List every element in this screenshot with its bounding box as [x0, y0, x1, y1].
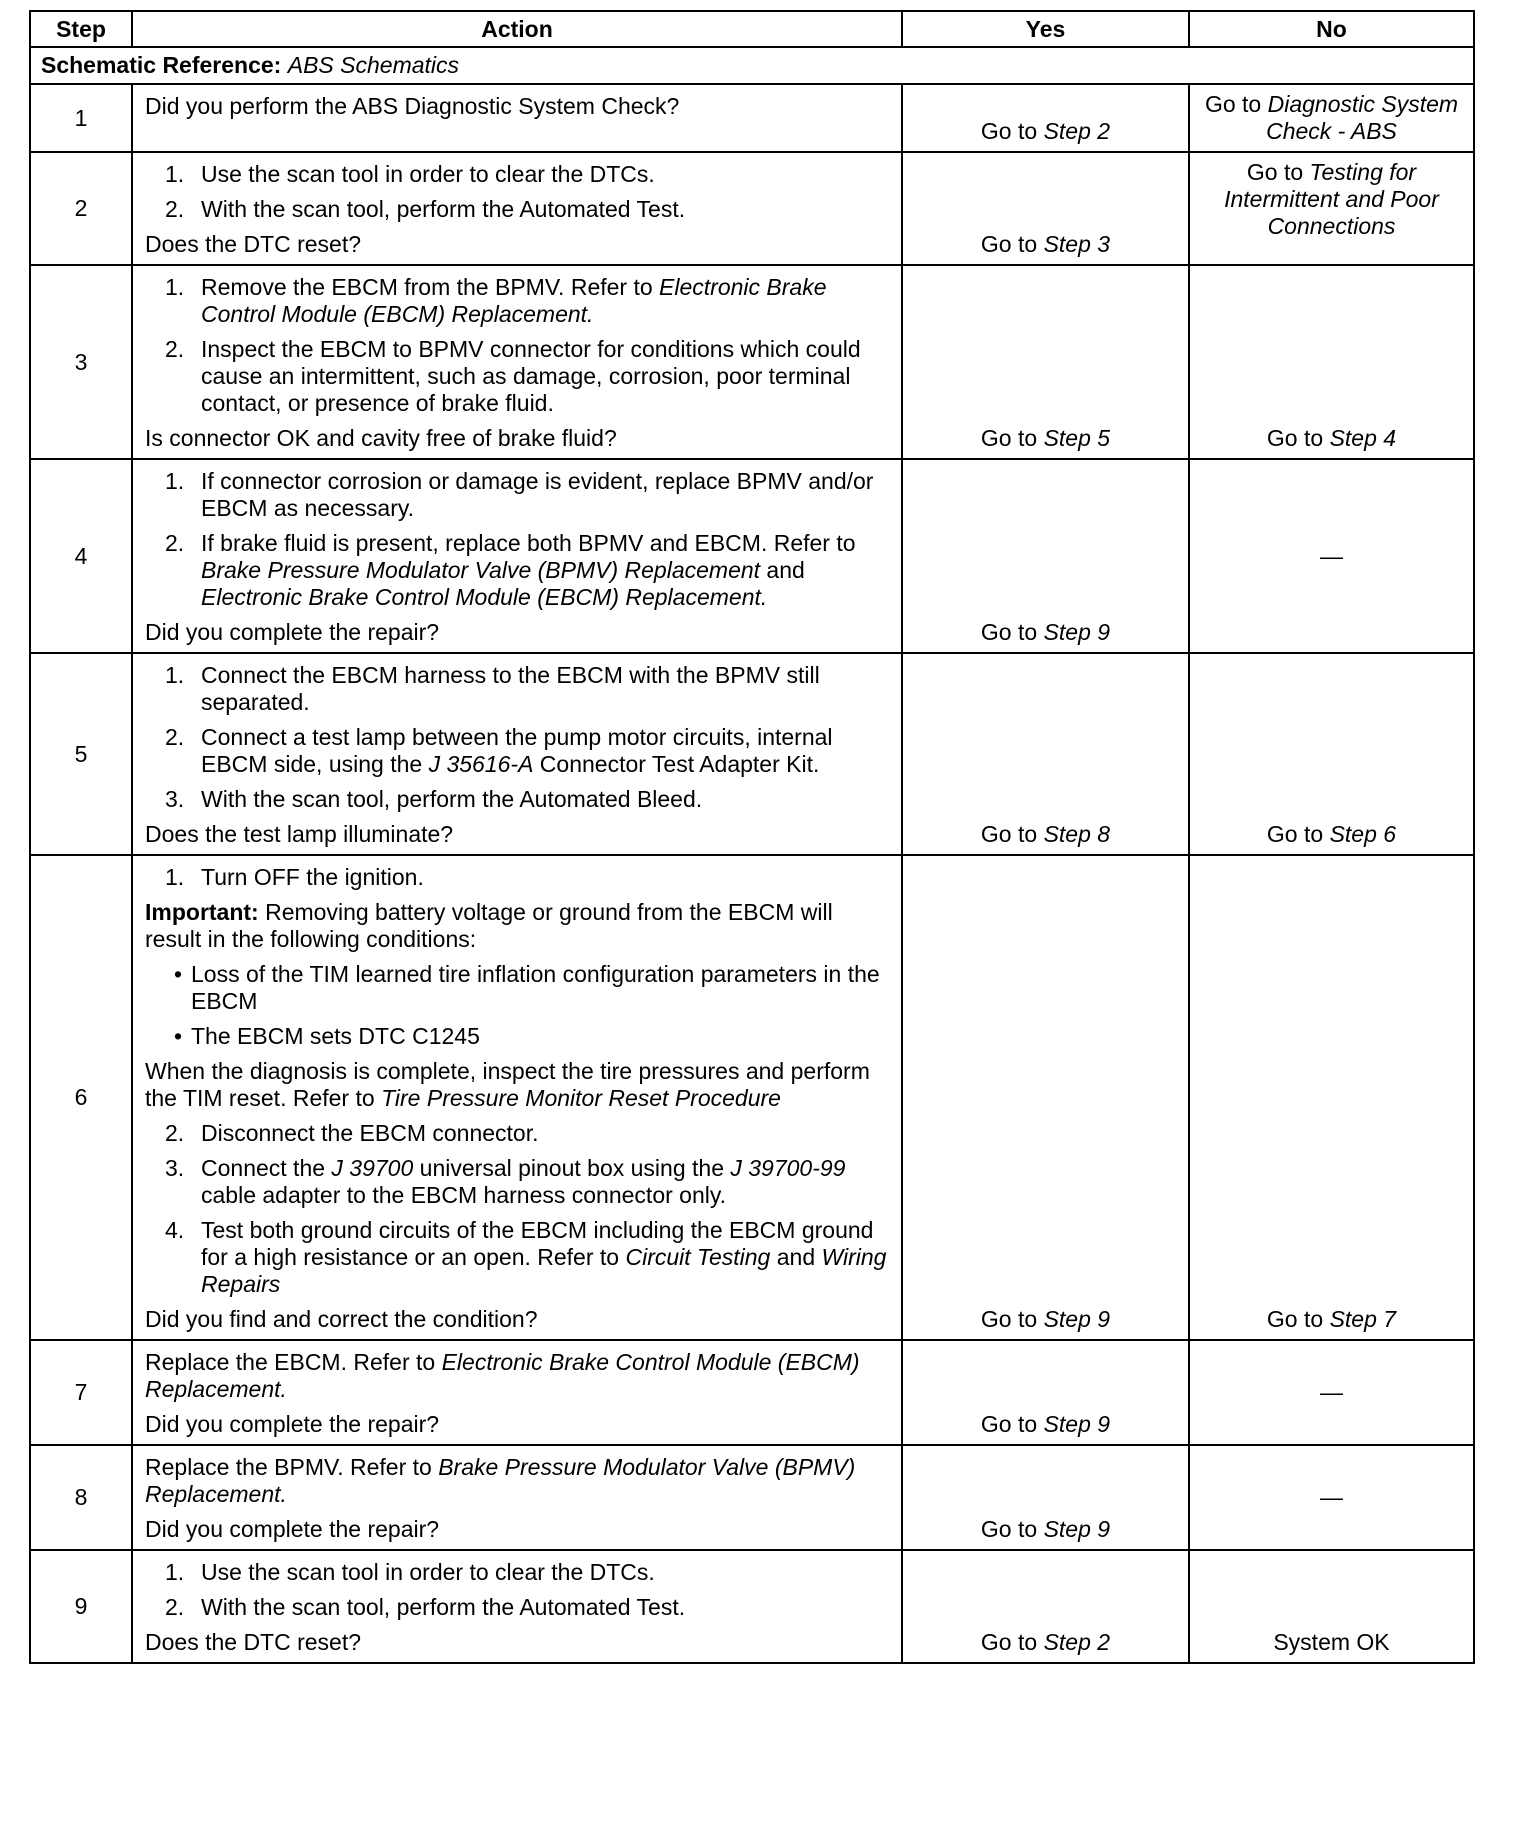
action-paragraph: [145, 1411, 891, 1438]
text-run: Loss of the TIM learned tire inflation configuration parameters in the EBCM: [191, 961, 880, 1014]
item-number: 1.: [165, 161, 185, 187]
item-number: 2.: [165, 530, 185, 556]
numbered-item: [165, 1559, 891, 1586]
item-number: 3.: [165, 1155, 185, 1181]
item-text: [201, 724, 891, 778]
item-number: 1.: [165, 1559, 185, 1585]
reference-link[interactable]: Circuit Testing: [625, 1244, 771, 1270]
no-result: [1189, 152, 1474, 265]
text-run: System OK: [1273, 1629, 1390, 1655]
text-run: Use the scan tool in order to clear the DTCs.: [201, 1559, 655, 1585]
item-number: 2.: [165, 196, 185, 222]
item-number: 2.: [165, 336, 185, 362]
item-text: [201, 336, 891, 417]
step-row: [30, 84, 1474, 152]
numbered-item: [165, 336, 891, 417]
item-number: 3.: [165, 786, 185, 812]
header-action: Action: [132, 11, 902, 47]
header-row: [30, 11, 1474, 47]
numbered-item: [165, 274, 891, 328]
no-result: [1189, 84, 1474, 152]
step-number: 2: [30, 152, 132, 265]
emphasis-label: Important:: [145, 899, 259, 925]
bullet-icon: •: [173, 1023, 183, 1049]
text-run: Did you complete the repair?: [145, 1411, 440, 1437]
text-run: Go to: [1266, 1306, 1330, 1332]
step-number: 5: [30, 653, 132, 855]
reference-link[interactable]: Step 8: [1043, 821, 1111, 847]
no-result: [1189, 855, 1474, 1340]
text-run: The EBCM sets DTC C1245: [191, 1023, 480, 1049]
item-number: 4.: [165, 1217, 185, 1243]
text-run: Go to: [980, 1411, 1044, 1437]
text-run: Connect the EBCM harness to the EBCM with the BPMV still separated.: [201, 662, 820, 715]
text-run: Did you complete the repair?: [145, 619, 440, 645]
step-row: [30, 1340, 1474, 1445]
reference-link[interactable]: Step 9: [1043, 619, 1111, 645]
action-paragraph: [145, 1629, 891, 1656]
header-step: Step: [30, 11, 132, 47]
text-run: When the diagnosis is complete, inspect the tire pressures and perform the TIM reset. Refer to: [145, 1058, 870, 1111]
step-number: 4: [30, 459, 132, 653]
numbered-item: [165, 724, 891, 778]
text-run: Go to: [980, 1516, 1044, 1542]
reference-link[interactable]: Step 3: [1043, 231, 1111, 257]
schematic-reference-row: [30, 47, 1474, 84]
reference-link[interactable]: Step 7: [1329, 1306, 1397, 1332]
text-run: Go to: [980, 231, 1044, 257]
step-row: [30, 265, 1474, 459]
text-run: Connect a test lamp between the pump motor circuits, internal EBCM side, using the: [201, 724, 833, 777]
numbered-item: [165, 1155, 891, 1209]
bullet-item: [165, 961, 891, 1015]
step-number: 8: [30, 1445, 132, 1550]
yes-result: [902, 855, 1189, 1340]
text-run: With the scan tool, perform the Automated Test.: [201, 1594, 686, 1620]
step-action: [132, 84, 902, 152]
yes-result: [902, 152, 1189, 265]
reference-link[interactable]: Step 9: [1043, 1306, 1111, 1332]
step-action: [132, 265, 902, 459]
reference-link[interactable]: Step 6: [1329, 821, 1397, 847]
diagnostic-table: [29, 10, 1475, 1664]
numbered-item: [165, 468, 891, 522]
item-text: [201, 662, 891, 716]
step-number: 6: [30, 855, 132, 1340]
yes-result: [902, 459, 1189, 653]
text-run: Go to: [1246, 159, 1310, 185]
text-run: Does the test lamp illuminate?: [145, 821, 454, 847]
yes-result: [902, 265, 1189, 459]
numbered-item: [165, 161, 891, 188]
no-result: [1189, 1340, 1474, 1445]
text-run: Does the DTC reset?: [145, 231, 362, 257]
yes-result: [902, 1445, 1189, 1550]
step-action: [132, 1340, 902, 1445]
step-action: [132, 653, 902, 855]
reference-link[interactable]: Step 2: [1043, 1629, 1111, 1655]
reference-link[interactable]: Step 2: [1043, 118, 1111, 144]
step-action: [132, 152, 902, 265]
item-number: 1.: [165, 468, 185, 494]
action-paragraph: [145, 1516, 891, 1543]
item-text: [201, 274, 891, 328]
item-number: 1.: [165, 864, 185, 890]
reference-link[interactable]: Step 9: [1043, 1516, 1111, 1542]
action-paragraph: [145, 93, 891, 120]
item-number: 1.: [165, 274, 185, 300]
numbered-item: [165, 1120, 891, 1147]
numbered-item: [165, 1217, 891, 1298]
text-run: and: [770, 1244, 822, 1270]
action-paragraph: [145, 1349, 891, 1403]
schematic-reference-link[interactable]: ABS Schematics: [287, 52, 460, 78]
no-result: [1189, 265, 1474, 459]
step-row: [30, 1550, 1474, 1663]
reference-link[interactable]: J 39700: [331, 1155, 414, 1181]
reference-link[interactable]: Electronic Brake Control Module (EBCM) Replacement.: [201, 584, 768, 610]
action-paragraph: [145, 425, 891, 452]
text-run: Go to: [980, 1629, 1044, 1655]
text-run: and: [760, 557, 805, 583]
yes-result: [902, 1550, 1189, 1663]
text-run: Go to: [980, 425, 1044, 451]
text-run: Replace the BPMV. Refer to: [145, 1454, 439, 1480]
diagnostic-document: [29, 10, 1473, 1664]
item-text: [201, 1120, 539, 1147]
text-run: Use the scan tool in order to clear the DTCs.: [201, 161, 655, 187]
text-run: universal pinout box using the: [413, 1155, 731, 1181]
text-run: Disconnect the EBCM connector.: [201, 1120, 539, 1146]
item-text: [201, 530, 891, 611]
text-run: Remove the EBCM from the BPMV. Refer to: [201, 274, 660, 300]
text-run: Does the DTC reset?: [145, 1629, 362, 1655]
header-no: No: [1189, 11, 1474, 47]
numbered-item: [165, 786, 891, 813]
text-run: Replace the EBCM. Refer to: [145, 1349, 442, 1375]
text-run: Connector Test Adapter Kit.: [533, 751, 820, 777]
action-paragraph: [145, 231, 891, 258]
reference-link[interactable]: Testing for Intermittent and Poor Connections: [1224, 159, 1439, 239]
text-run: —: [1320, 542, 1343, 569]
item-number: 1.: [165, 662, 185, 688]
schematic-reference: [30, 47, 1474, 84]
numbered-item: [165, 530, 891, 611]
item-text: [201, 1217, 891, 1298]
reference-link[interactable]: Diagnostic System Check - ABS: [1266, 91, 1459, 144]
reference-link[interactable]: Brake Pressure Modulator Valve (BPMV) Replacement.: [145, 1454, 856, 1507]
step-action: [132, 459, 902, 653]
schematic-reference-label: Schematic Reference:: [41, 52, 282, 78]
header-yes: Yes: [902, 11, 1189, 47]
numbered-item: [165, 662, 891, 716]
text-run: Go to: [1266, 821, 1330, 847]
yes-result: [902, 1340, 1189, 1445]
text-run: cable adapter to the EBCM harness connector only.: [201, 1182, 727, 1208]
step-number: 7: [30, 1340, 132, 1445]
reference-link[interactable]: Electronic Brake Control Module (EBCM) Replacement.: [145, 1349, 860, 1402]
step-row: [30, 653, 1474, 855]
step-action: [132, 1445, 902, 1550]
reference-link[interactable]: J 39700-99: [730, 1155, 846, 1181]
item-text: [201, 1559, 655, 1586]
step-action: [132, 1550, 902, 1663]
step-row: [30, 459, 1474, 653]
item-text: [201, 1594, 685, 1621]
item-text: [191, 961, 891, 1015]
step-row: [30, 1445, 1474, 1550]
yes-result: [902, 84, 1189, 152]
bullet-item: [165, 1023, 891, 1050]
no-result: [1189, 1550, 1474, 1663]
text-run: If brake fluid is present, replace both BPMV and EBCM. Refer to: [201, 530, 856, 556]
no-result: [1189, 1445, 1474, 1550]
item-number: 2.: [165, 1594, 185, 1620]
text-run: Go to: [1204, 91, 1268, 117]
text-run: Inspect the EBCM to BPMV connector for conditions which could cause an intermittent, such as damage, corrosion, poor terminal contact, or presence of brake fluid.: [201, 336, 861, 416]
text-run: With the scan tool, perform the Automated Bleed.: [201, 786, 703, 812]
item-number: 2.: [165, 1120, 185, 1146]
item-text: [201, 161, 655, 188]
step-action: [132, 855, 902, 1340]
reference-link[interactable]: Wiring Repairs: [201, 1244, 887, 1297]
action-paragraph: [145, 821, 891, 848]
no-result: [1189, 459, 1474, 653]
reference-link[interactable]: Step 5: [1043, 425, 1111, 451]
step-row: [30, 152, 1474, 265]
step-number: 9: [30, 1550, 132, 1663]
item-text: [201, 196, 685, 223]
reference-link[interactable]: Step 9: [1043, 1411, 1111, 1437]
step-number: 3: [30, 265, 132, 459]
step-number: 1: [30, 84, 132, 152]
text-run: Removing battery voltage or ground from the EBCM will result in the following conditions:: [145, 899, 833, 952]
action-paragraph: [145, 1058, 891, 1112]
text-run: Did you perform the ABS Diagnostic System Check?: [145, 93, 680, 119]
reference-link[interactable]: Tire Pressure Monitor Reset Procedure: [381, 1085, 781, 1111]
item-text: [201, 786, 702, 813]
text-run: Turn OFF the ignition.: [201, 864, 424, 890]
action-paragraph: [145, 619, 891, 646]
text-run: Go to: [980, 118, 1044, 144]
item-number: 2.: [165, 724, 185, 750]
reference-link[interactable]: J 35616-A: [428, 751, 534, 777]
text-run: Did you complete the repair?: [145, 1516, 440, 1542]
text-run: Go to: [1266, 425, 1330, 451]
action-paragraph: [145, 899, 891, 953]
item-text: [201, 864, 424, 891]
numbered-item: [165, 864, 891, 891]
text-run: Go to: [980, 619, 1044, 645]
item-text: [191, 1023, 480, 1050]
text-run: Connect the: [201, 1155, 332, 1181]
text-run: Test both ground circuits of the EBCM including the EBCM ground for a high resistance or an open. Refer to: [201, 1217, 874, 1270]
item-text: [201, 1155, 891, 1209]
text-run: Go to: [980, 821, 1044, 847]
text-run: Did you find and correct the condition?: [145, 1306, 538, 1332]
text-run: Is connector OK and cavity free of brake fluid?: [145, 425, 617, 451]
reference-link[interactable]: Step 4: [1329, 425, 1397, 451]
text-run: —: [1320, 1379, 1343, 1405]
reference-link[interactable]: Brake Pressure Modulator Valve (BPMV) Replacement: [201, 557, 761, 583]
item-text: [201, 468, 891, 522]
text-run: With the scan tool, perform the Automated Test.: [201, 196, 686, 222]
step-row: [30, 855, 1474, 1340]
text-run: —: [1320, 1484, 1343, 1510]
action-paragraph: [145, 1306, 891, 1333]
text-run: Go to: [980, 1306, 1044, 1332]
action-paragraph: [145, 1454, 891, 1508]
bullet-icon: •: [173, 961, 183, 987]
text-run: If connector corrosion or damage is evident, replace BPMV and/or EBCM as necessary.: [201, 468, 874, 521]
numbered-item: [165, 1594, 891, 1621]
reference-link[interactable]: Electronic Brake Control Module (EBCM) Replacement.: [201, 274, 827, 327]
no-result: [1189, 653, 1474, 855]
yes-result: [902, 653, 1189, 855]
numbered-item: [165, 196, 891, 223]
